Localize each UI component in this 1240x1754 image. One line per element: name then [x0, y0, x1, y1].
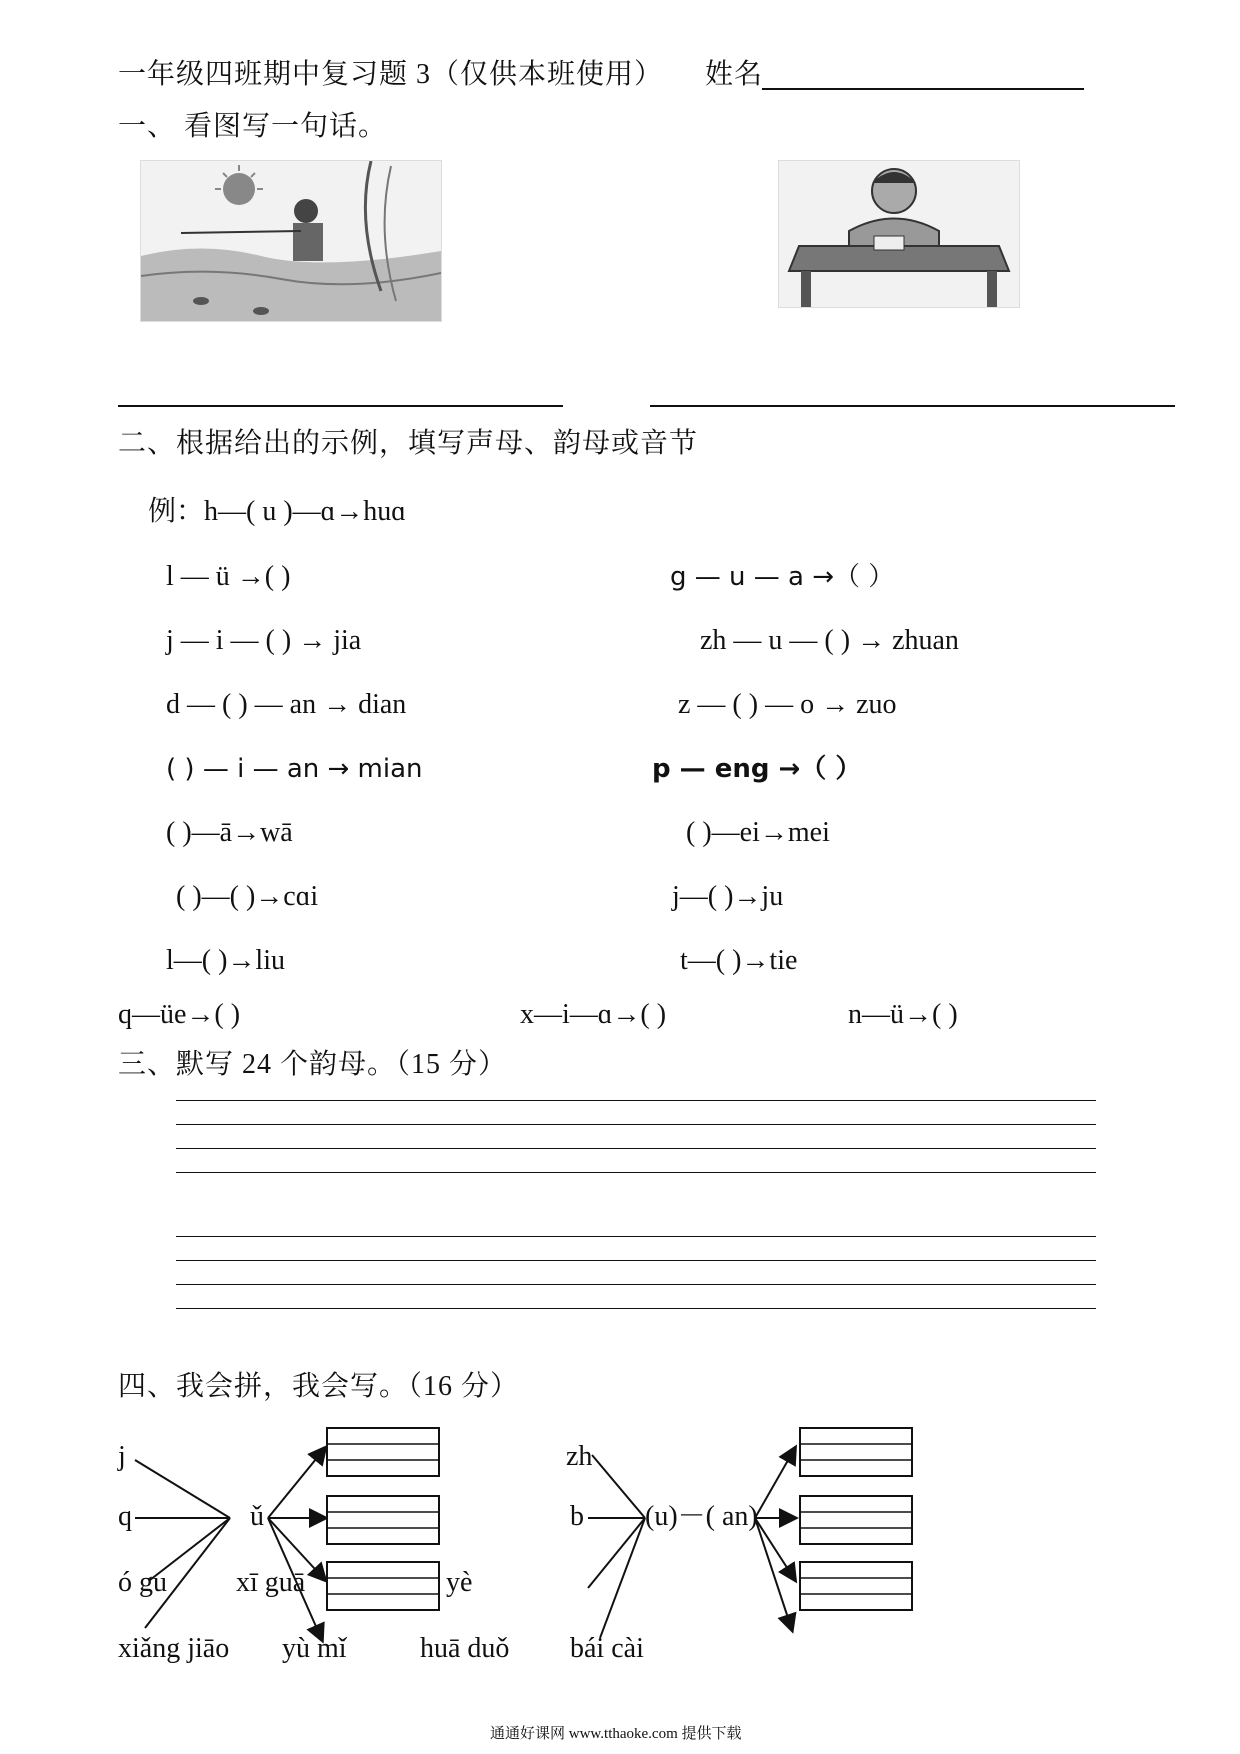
final-label: (u)－( an) — [645, 1501, 758, 1532]
word-option[interactable]: xiǎng jiāo — [118, 1633, 230, 1664]
word-option[interactable]: yè — [446, 1567, 473, 1598]
sentence-line-2[interactable] — [650, 405, 1175, 407]
example-item: 例：h—( u )—ɑ→huɑ — [148, 496, 406, 527]
worksheet-title: 一年级四班期中复习题 3（仅供本班使用） — [118, 59, 664, 90]
initial-label: q — [118, 1501, 132, 1532]
exercise-item[interactable]: g — u — a →（ ） — [670, 562, 895, 592]
boy-wiping-table-picture — [778, 160, 1020, 308]
exercise-item[interactable]: ( )—( )→cɑi — [176, 881, 319, 912]
initial-label: b — [570, 1501, 584, 1532]
footer-text: 通通好课网 www.tthaoke.com 提供下载 — [490, 1726, 742, 1742]
exercise-item[interactable]: l—( )→liu — [166, 945, 285, 976]
initial-label: j — [118, 1441, 126, 1472]
exercise-item[interactable]: l — ü →( ) — [166, 561, 291, 592]
word-option[interactable]: huā duǒ — [420, 1633, 510, 1664]
section4-heading: 四、我会拼，我会写。（16 分） — [118, 1371, 520, 1402]
initial-label: zh — [566, 1441, 593, 1472]
exercise-item[interactable]: ( ) — i — an → mian — [166, 754, 423, 784]
sentence-line-1[interactable] — [118, 405, 563, 407]
exercise-item[interactable]: zh — u — ( ) → zhuan — [700, 625, 959, 656]
word-option[interactable]: bái cài — [570, 1633, 644, 1664]
exercise-item[interactable]: q—üe→( ) — [118, 999, 241, 1030]
exercise-item[interactable]: j—( )→ju — [672, 881, 784, 912]
exercise-item[interactable]: t—( )→tie — [680, 945, 798, 976]
section2-heading: 二、根据给出的示例，填写声母、韵母或音节 — [118, 428, 699, 459]
exercise-item[interactable]: ( )—ei→mei — [686, 817, 830, 848]
name-blank-line[interactable] — [762, 88, 1084, 90]
name-label: 姓名 — [705, 59, 764, 90]
word-option[interactable]: ó gu — [118, 1567, 167, 1598]
word-option[interactable]: yù mǐ — [282, 1633, 347, 1664]
boy-fishing-picture — [140, 160, 442, 322]
section1-heading: 一、 看图写一句话。 — [118, 111, 388, 142]
word-option[interactable]: xī guā — [236, 1567, 306, 1598]
final-label: ǔ — [250, 1501, 264, 1532]
exercise-item[interactable]: ( )—ā→wā — [166, 817, 293, 848]
section3-heading: 三、默写 24 个韵母。（15 分） — [118, 1049, 508, 1080]
exercise-item[interactable]: d — ( ) — an → dian — [166, 689, 407, 720]
exercise-item[interactable]: n—ü→( ) — [848, 999, 958, 1030]
exercise-item[interactable]: p — eng →（ ） — [652, 754, 862, 784]
exercise-item[interactable]: x—i—ɑ→( ) — [520, 999, 667, 1030]
exercise-item[interactable]: j — i — ( ) → jia — [166, 625, 362, 656]
exercise-item[interactable]: z — ( ) — o → zuo — [678, 689, 897, 720]
